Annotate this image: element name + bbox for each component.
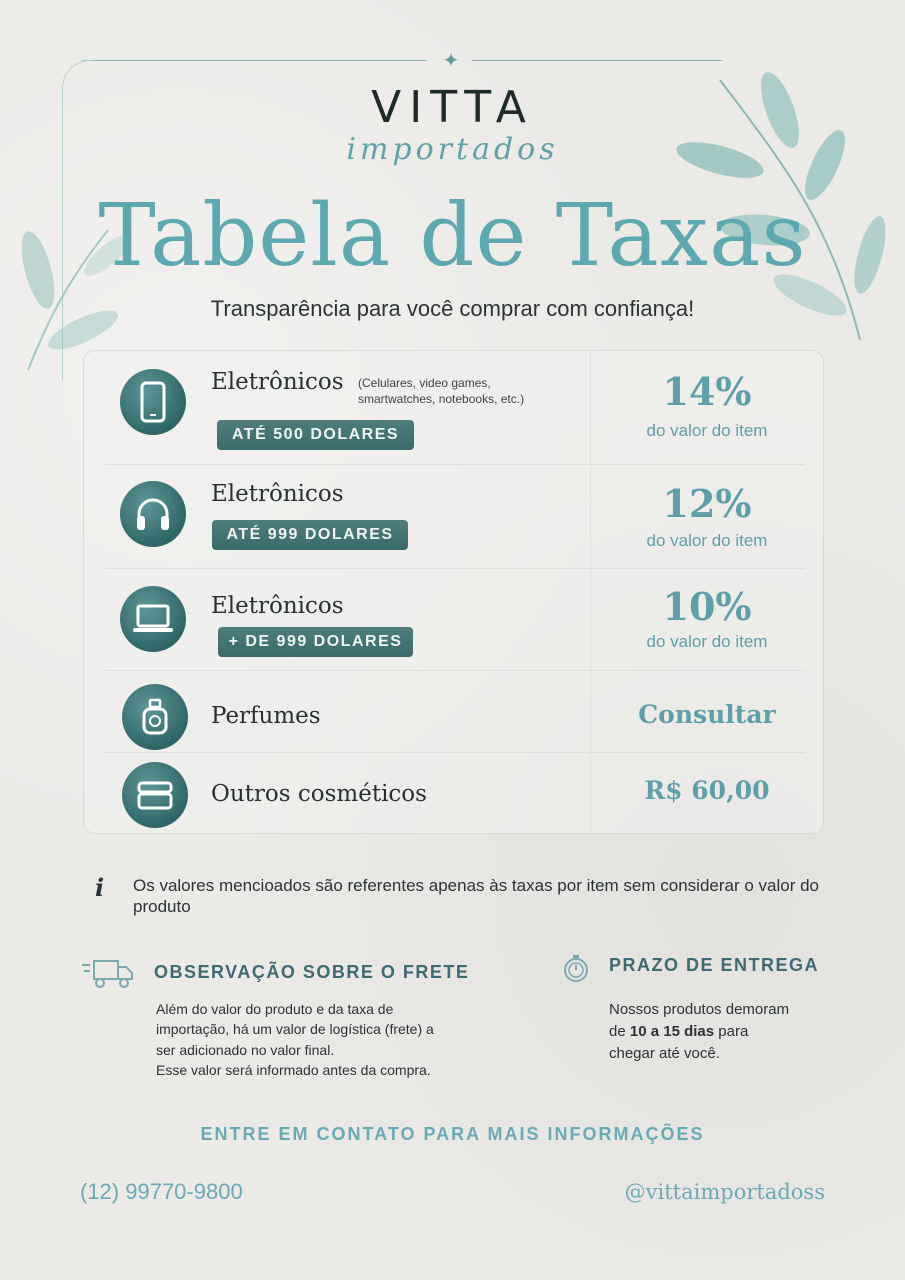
cosmetic-jar-icon [122,762,188,828]
sparkle-icon: ✦ [442,48,460,72]
category-name: Eletrônicos [211,369,344,395]
price-range-badge: ATÉ 999 DOLARES [212,520,408,550]
laptop-icon [120,586,186,652]
instagram-handle[interactable]: @vittaimportadoss [624,1180,825,1204]
shipping-title: OBSERVAÇÃO SOBRE O FRETE [154,962,470,982]
price-range-badge: + DE 999 DOLARES [218,627,413,657]
row-divider [105,464,805,465]
fee-percentage: 12% [662,481,752,526]
fee-percentage: 14% [662,369,752,414]
category-name: Eletrônicos [211,593,344,619]
row-divider [105,670,805,671]
headphones-icon [120,481,186,547]
delivery-truck-icon [80,955,136,991]
delivery-title: PRAZO DE ENTREGA [609,955,820,975]
fee-value: Consultar [638,700,776,729]
shipping-text: importação, há um valor de logística (frete) a [156,1021,434,1037]
fee-percentage: 10% [662,584,752,629]
shipping-text: Além do valor do produto e da taxa de [156,1001,394,1017]
fee-description: do valor do item [646,632,768,651]
perfume-bottle-icon [122,684,188,750]
contact-heading: ENTRE EM CONTATO PARA MAIS INFORMAÇÕES [200,1124,705,1144]
row-divider [105,568,805,569]
category-note: (Celulares, video games, [358,376,491,390]
delivery-days: 10 a 15 dias [629,1023,715,1040]
fee-description: do valor do item [646,531,768,550]
brand-name: VITTA [371,82,534,133]
shipping-text: ser adicionado no valor final. [156,1042,335,1058]
category-name: Eletrônicos [211,481,344,507]
page-title: Tabela de Taxas [98,186,807,286]
phone-number[interactable]: (12) 99770-9800 [80,1179,243,1204]
row-divider [105,752,805,753]
price-range-badge: ATÉ 500 DOLARES [217,420,414,450]
fee-value: R$ 60,00 [644,776,770,805]
info-icon: i [95,873,105,902]
category-name: Outros cosméticos [211,781,427,807]
category-note: smartwatches, notebooks, etc.) [358,392,525,406]
shipping-text: Esse valor será informado antes da compra. [156,1062,431,1078]
brand-tagline: importados [346,132,559,167]
info-note: Os valores mencioados são referentes apenas às taxas por item sem considerar o valor do produto [133,876,820,916]
delivery-text: Nossos produtos demoram [609,1001,790,1018]
table-column-divider [590,352,591,832]
delivery-text: de 10 a 15 dias para [609,1023,749,1040]
delivery-text: chegar até você. [609,1045,720,1062]
smartphone-icon [120,369,186,435]
top-divider-left [82,60,427,61]
fee-description: do valor do item [646,421,768,440]
stopwatch-icon [560,952,592,984]
page-subtitle: Transparência para você comprar com confiança! [210,296,695,321]
category-name: Perfumes [211,703,321,729]
